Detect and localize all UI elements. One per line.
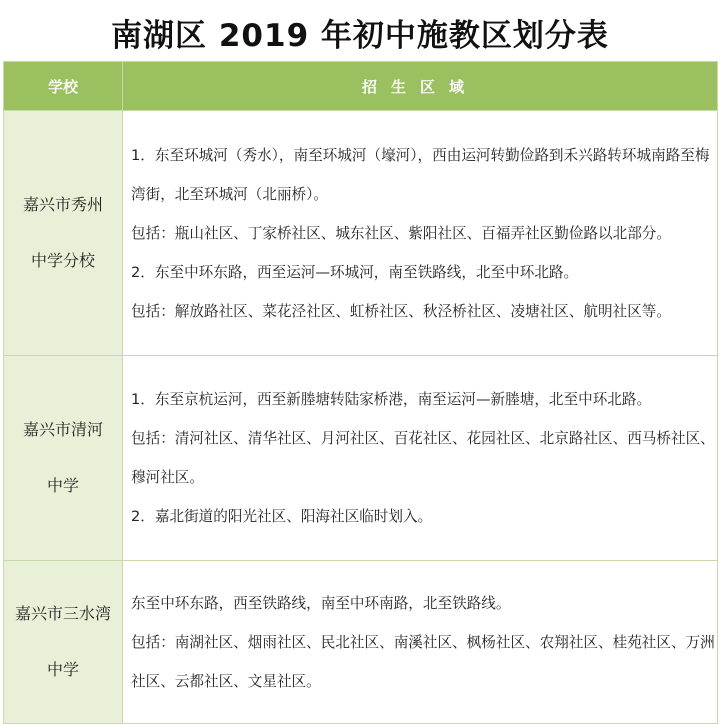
school-cell xyxy=(4,561,123,724)
school-name-line: 嘉兴市清河 xyxy=(22,420,103,439)
enrollment-zone-table xyxy=(3,61,718,724)
table-header-row xyxy=(4,62,718,111)
area-line: 包括：清河社区、清华社区、月河社区、百花社区、花园社区、北京路社区、西马桥社区、穆河社区。 xyxy=(131,430,715,486)
school-name-line: 中学 xyxy=(46,476,79,495)
area-line: 包括：解放路社区、菜花泾社区、虹桥社区、秋泾桥社区、凌塘社区、航明社区等。 xyxy=(131,302,671,320)
school-cell xyxy=(4,111,123,356)
area-line: 东至中环东路，西至铁路线，南至中环南路，北至铁路线。 xyxy=(131,594,511,612)
school-name-line: 中学 xyxy=(46,660,79,679)
area-cell xyxy=(123,561,718,724)
area-line: 1．东至环城河（秀水），南至环城河（壕河），西由运河转勤俭路到禾兴路转环城南路至梅湾街，北至环城河（北丽桥）。 xyxy=(131,146,710,203)
area-line: 2．东至中环东路，西至运河—环城河，南至铁路线，北至中环北路。 xyxy=(131,263,579,281)
table-row xyxy=(4,111,718,356)
area-cell xyxy=(123,111,718,356)
area-line: 包括：瓶山社区、丁家桥社区、城东社区、紫阳社区、百福弄社区勤俭路以北部分。 xyxy=(131,224,671,242)
school-name-line: 嘉兴市秀州 xyxy=(22,195,103,214)
school-name-line: 中学分校 xyxy=(30,251,95,270)
table-row xyxy=(4,561,718,724)
school-name-line: 嘉兴市三水湾 xyxy=(14,604,111,623)
school-cell xyxy=(4,356,123,561)
area-column-header: 招生区域 xyxy=(123,62,718,111)
area-cell xyxy=(123,356,718,561)
school-column-header: 学校 xyxy=(4,62,123,111)
area-line: 1．东至京杭运河，西至新塍塘转陆家桥港，南至运河—新塍塘，北至中环北路。 xyxy=(131,391,652,408)
area-line: 2．嘉北街道的阳光社区、阳海社区临时划入。 xyxy=(131,508,433,525)
page-title: 南湖区 2019 年初中施教区划分表 xyxy=(111,18,609,54)
area-line: 包括：南湖社区、烟雨社区、民北社区、南溪社区、枫杨社区、农翔社区、桂苑社区、万洲社区、云都社区、文星社区。 xyxy=(131,633,715,690)
table-row xyxy=(4,356,718,561)
